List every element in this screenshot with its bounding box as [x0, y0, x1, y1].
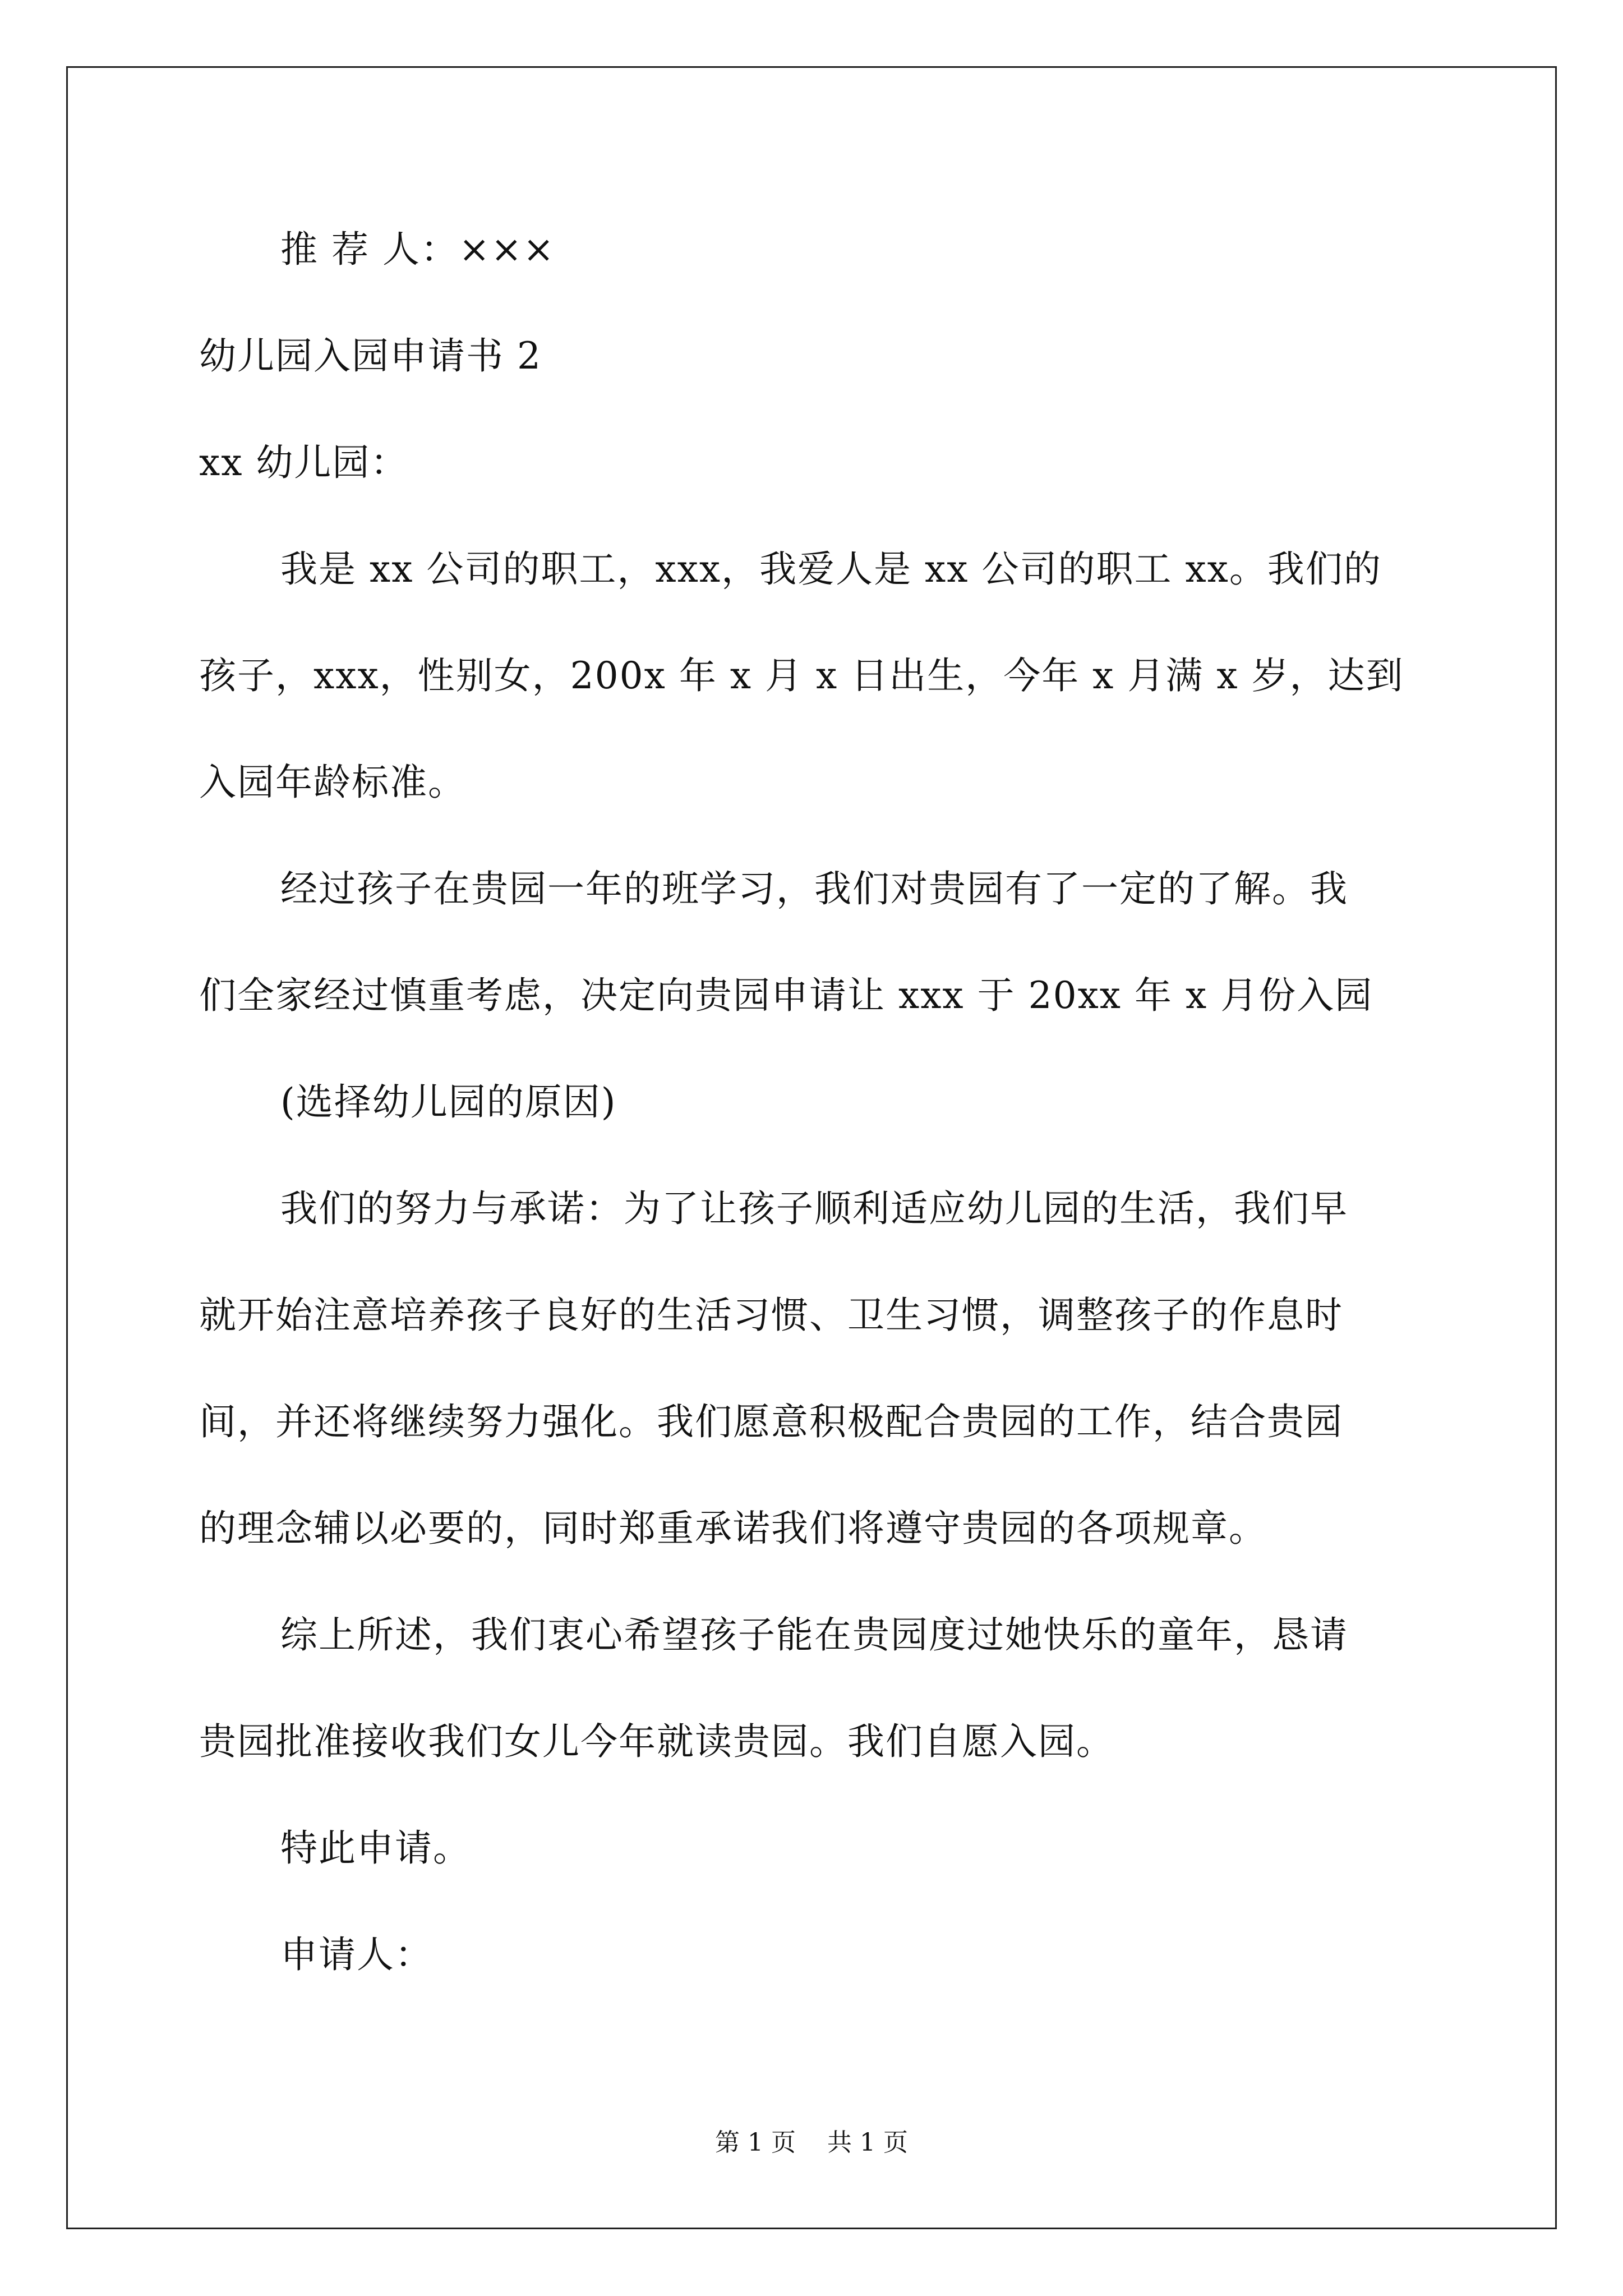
- document-title: 幼儿园入园申请书 2: [199, 334, 542, 378]
- paragraph-line: (选择幼儿园的原因): [280, 1080, 617, 1124]
- paragraph-line: 我是 xx 公司的职工，xxx，我爱人是 xx 公司的职工 xx。我们的: [280, 547, 1382, 591]
- paragraph-line: 就开始注意培养孩子良好的生活习惯、卫生习惯，调整孩子的作息时: [199, 1294, 1343, 1337]
- closing-line: 特此申请。: [280, 1826, 471, 1870]
- signature-line: 申请人：: [280, 1933, 433, 1976]
- paragraph-line: 综上所述，我们衷心希望孩子能在贵园度过她快乐的童年，恳请: [280, 1613, 1348, 1657]
- paragraph-line: 入园年龄标准。: [199, 761, 466, 804]
- page-footer: [0, 2127, 1623, 2159]
- page-total: 共 1 页: [827, 2128, 908, 2157]
- paragraph-line: 孩子，xxx，性别女，200x 年 x 月 x 日出生，今年 x 月满 x 岁，达到: [199, 654, 1404, 697]
- page-number: 第 1 页: [715, 2128, 796, 2157]
- paragraph-line: 间，并还将继续努力强化。我们愿意积极配合贵园的工作，结合贵园: [199, 1400, 1343, 1443]
- salutation: xx 幼儿园：: [199, 441, 409, 484]
- paragraph-line: 贵园批准接收我们女儿今年就读贵园。我们自愿入园。: [199, 1720, 1114, 1763]
- paragraph-line: 们全家经过慎重考虑，决定向贵园申请让 xxx 于 20xx 年 x 月份入园: [199, 974, 1373, 1017]
- page-border: [66, 66, 1557, 2229]
- paragraph-line: 的理念辅以必要的，同时郑重承诺我们将遵守贵园的各项规章。: [199, 1507, 1267, 1550]
- recommender-line: 推 荐 人：×××: [280, 228, 555, 271]
- paragraph-line: 经过孩子在贵园一年的班学习，我们对贵园有了一定的了解。我: [280, 867, 1348, 910]
- paragraph-line: 我们的努力与承诺：为了让孩子顺利适应幼儿园的生活，我们早: [280, 1187, 1348, 1230]
